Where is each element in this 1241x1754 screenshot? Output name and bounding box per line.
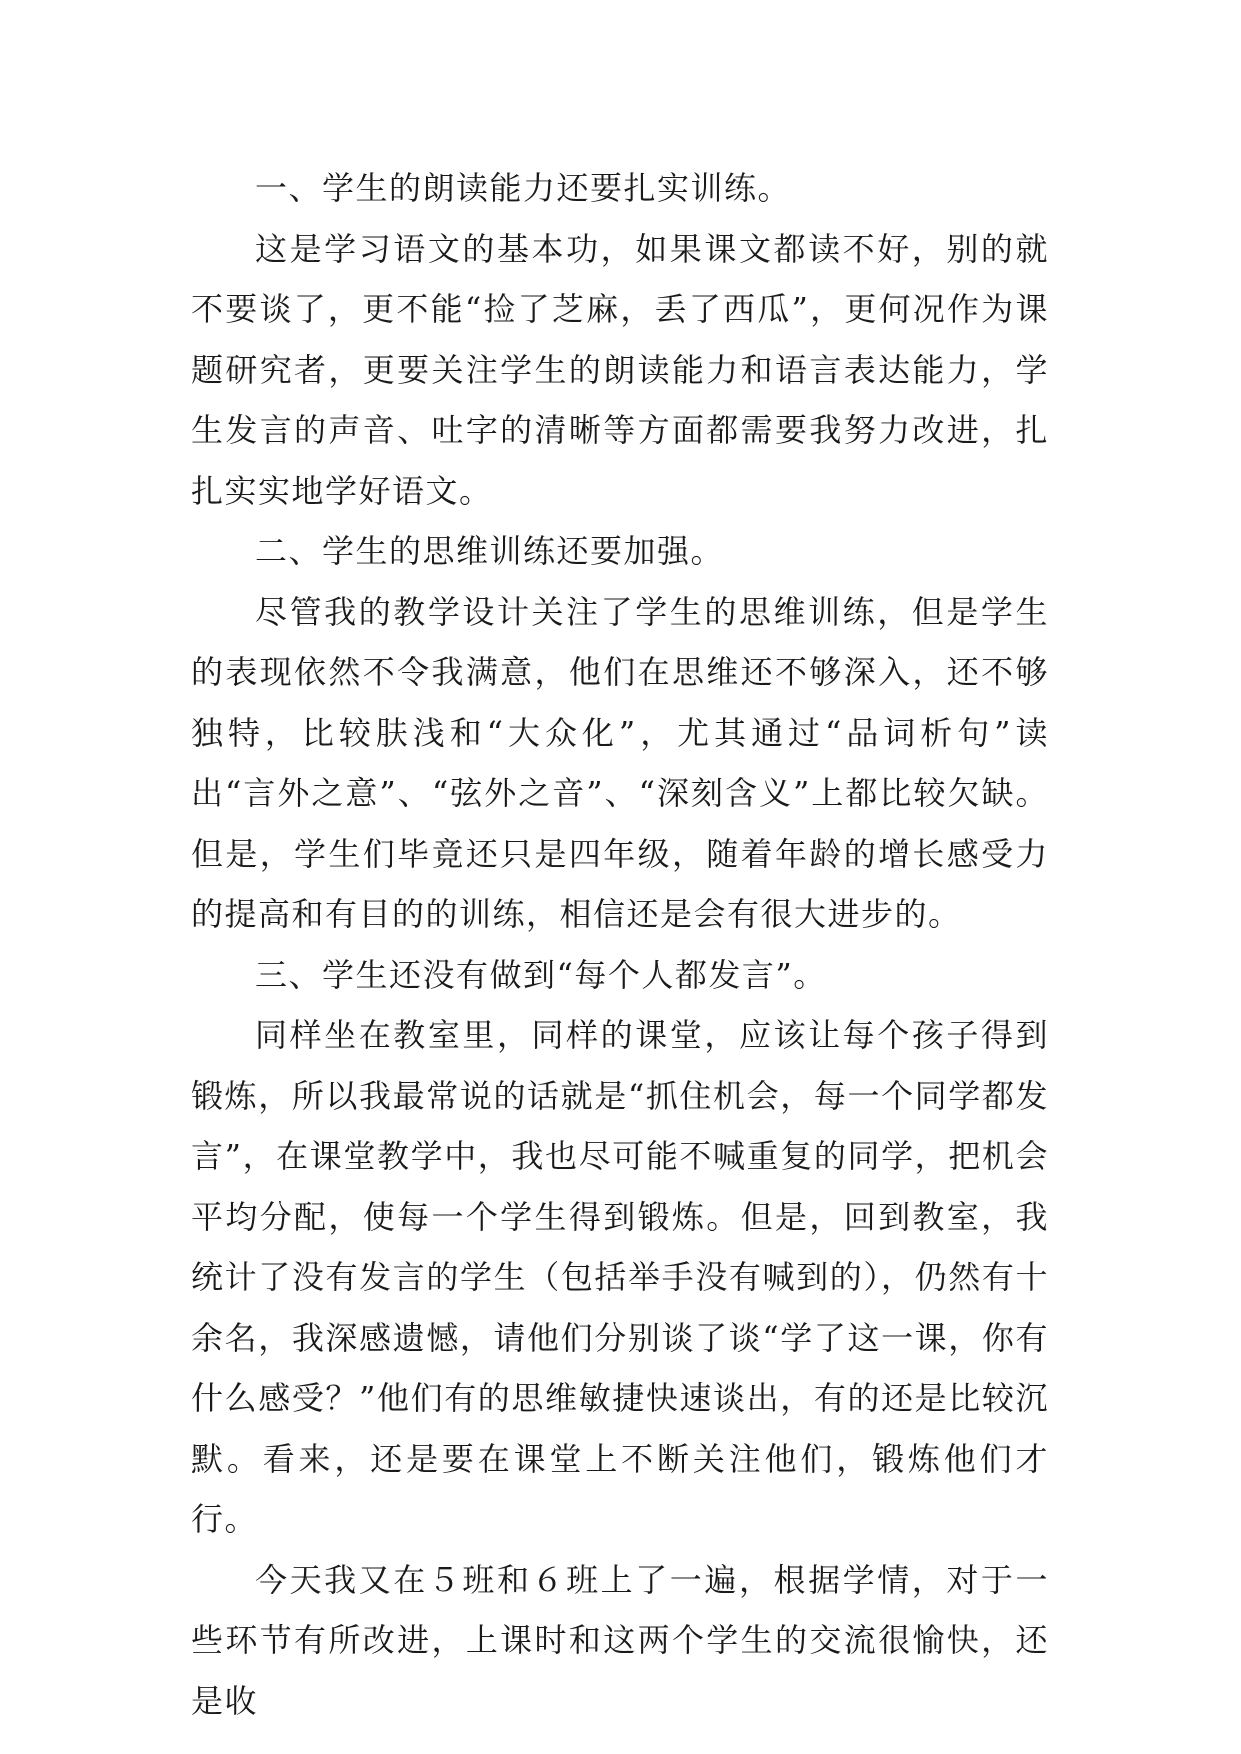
section-heading-2: 二、学生的思维训练还要加强。 [255, 532, 725, 570]
paragraph-2: 尽管我的教学设计关注了学生的思维训练，但是学生的表现依然不令我满意，他们在思维还不够深入，还不够独特，比较肤浅和“大众化”，尤其通过“品词析句”读出“言外之意”、“弦外之音”、“深刻含义”上都比较欠缺。但是，学生们毕竟还只是四年级，随着年龄的增长感受力的提高和有目的的训练，相信还是会有很大进步的。 [191, 592, 1049, 933]
section-heading-1: 一、学生的朗读能力还要扎实训练。 [255, 169, 792, 207]
document-body [191, 158, 1049, 1731]
paragraph-1: 这是学习语文的基本功，如果课文都读不好，别的就不要谈了，更不能“捡了芝麻，丢了西瓜”，更何况作为课题研究者，更要关注学生的朗读能力和语言表达能力，学生发言的声音、吐字的清晰等方面都需要我努力改进，扎扎实实地学好语文。 [191, 229, 1049, 510]
paragraph-3: 同样坐在教室里，同样的课堂，应该让每个孩子得到锻炼，所以我最常说的话就是“抓住机会，每一个同学都发言”，在课堂教学中，我也尽可能不喊重复的同学，把机会平均分配，使每一个学生得到锻炼。但是，回到教室，我统计了没有发言的学生（包括举手没有喊到的），仍然有十余名，我深感遗憾，请他们分别谈了谈“学了这一课，你有什么感受？”他们有的思维敏捷快速谈出，有的还是比较沉默。看来，还是要在课堂上不断关注他们，锻炼他们才行。 [191, 1016, 1049, 1538]
section-heading-3: 三、学生还没有做到“每个人都发言”。 [255, 955, 827, 994]
paragraph-4: 今天我又在５班和６班上了一遍，根据学情，对于一些环节有所改进，上课时和这两个学生的交流很愉快，还是收 [191, 1560, 1049, 1720]
